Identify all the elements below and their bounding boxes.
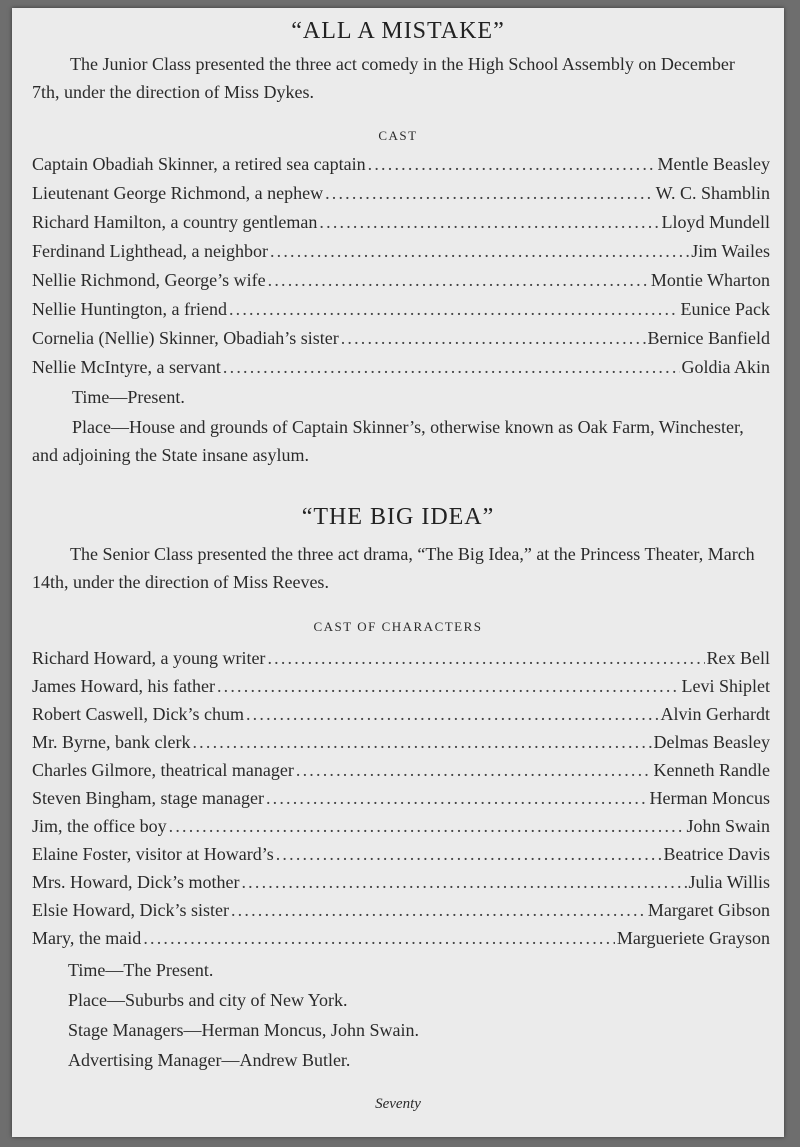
cast-role: Captain Obadiah Skinner, a retired sea captain	[32, 154, 366, 174]
leader-dots	[296, 760, 652, 781]
cast-actor: Delmas Beasley	[653, 732, 770, 752]
cast-actor: Kenneth Randle	[653, 760, 770, 780]
leader-dots	[217, 676, 680, 697]
cast-role: Charles Gilmore, theatrical manager	[32, 760, 294, 780]
cast-actor: W. C. Shamblin	[655, 183, 770, 203]
leader-dots	[223, 357, 680, 378]
cast-actor: Eunice Pack	[680, 299, 770, 319]
cast-role: Lieutenant George Richmond, a nephew	[32, 183, 324, 203]
play2-place: Place—Suburbs and city of New York.	[68, 990, 348, 1010]
cast-row	[32, 648, 770, 674]
cast-row	[32, 154, 770, 180]
play1-intro: The Junior Class presented the three act comedy in the High School Assembly on December 7th, under the direction of Miss Dykes.	[32, 54, 735, 102]
cast-row	[32, 844, 770, 870]
leader-dots	[231, 900, 646, 921]
leader-dots	[267, 648, 704, 669]
cast-actor: Julia Willis	[688, 872, 770, 892]
page-number: Seventy	[375, 1096, 421, 1112]
cast-row	[32, 183, 770, 209]
cast-actor: Rex Bell	[706, 648, 770, 668]
cast-actor: Beatrice Davis	[663, 844, 770, 864]
leader-dots	[319, 212, 659, 233]
leader-dots	[241, 872, 686, 893]
leader-dots	[325, 183, 654, 204]
cast-role: Elaine Foster, visitor at Howard’s	[32, 844, 274, 864]
cast-row	[32, 328, 770, 354]
cast-role: Ferdinand Lighthead, a neighbor	[32, 241, 268, 261]
cast-actor: Margaret Gibson	[647, 900, 770, 920]
cast-actor: Lloyd Mundell	[661, 212, 770, 232]
cast-row	[32, 788, 770, 814]
leader-dots	[192, 732, 651, 753]
leader-dots	[143, 928, 615, 949]
play2-time: Time—The Present.	[68, 960, 214, 980]
play1-cast-heading: CAST	[378, 128, 418, 143]
cast-role: Mary, the maid	[32, 928, 142, 948]
play1-time: Time—Present.	[72, 387, 185, 407]
cast-role: Mrs. Howard, Dick’s mother	[32, 872, 240, 892]
leader-dots	[246, 704, 659, 725]
cast-row	[32, 212, 770, 238]
cast-role: Nellie McIntyre, a servant	[32, 357, 221, 377]
cast-role: James Howard, his father	[32, 676, 215, 696]
cast-actor: Mentle Beasley	[657, 154, 770, 174]
cast-row	[32, 270, 770, 296]
cast-role: Cornelia (Nellie) Skinner, Obadiah’s sister	[32, 328, 339, 348]
cast-actor: Herman Moncus	[649, 788, 770, 808]
cast-role: Richard Hamilton, a country gentleman	[32, 212, 318, 232]
cast-row	[32, 732, 770, 758]
cast-actor: Levi Shiplet	[681, 676, 770, 696]
cast-actor: Bernice Banfield	[647, 328, 770, 348]
cast-role: Robert Caswell, Dick’s chum	[32, 704, 244, 724]
cast-row	[32, 704, 770, 730]
play2-advertising-manager: Advertising Manager—Andrew Butler.	[68, 1050, 351, 1070]
cast-row	[32, 241, 770, 267]
cast-role: Steven Bingham, stage manager	[32, 788, 264, 808]
leader-dots	[229, 299, 679, 320]
cast-row	[32, 928, 770, 954]
cast-row	[32, 299, 770, 325]
cast-role: Mr. Byrne, bank clerk	[32, 732, 191, 752]
leader-dots	[341, 328, 646, 349]
cast-row	[32, 760, 770, 786]
cast-actor: Alvin Gerhardt	[660, 704, 770, 724]
cast-row	[32, 816, 770, 842]
leader-dots	[276, 844, 662, 865]
cast-role: Richard Howard, a young writer	[32, 648, 266, 668]
leader-dots	[270, 241, 689, 262]
cast-row	[32, 872, 770, 898]
cast-actor: Jim Wailes	[691, 241, 770, 261]
yearbook-page	[12, 8, 784, 1137]
cast-row	[32, 357, 770, 383]
cast-actor: Margueriete Grayson	[616, 928, 770, 948]
play2-title: “THE BIG IDEA”	[301, 504, 495, 530]
leader-dots	[266, 788, 648, 809]
cast-actor: Montie Wharton	[650, 270, 770, 290]
cast-actor: Goldia Akin	[681, 357, 770, 377]
play2-stage-managers: Stage Managers—Herman Moncus, John Swain.	[68, 1020, 419, 1040]
cast-role: Jim, the office boy	[32, 816, 167, 836]
cast-role: Elsie Howard, Dick’s sister	[32, 900, 229, 920]
leader-dots	[268, 270, 649, 291]
play1-place: Place—House and grounds of Captain Skinner’s, otherwise known as Oak Farm, Winchester, and adjoining the State insane asylum.	[32, 417, 744, 465]
leader-dots	[368, 154, 656, 175]
cast-actor: John Swain	[686, 816, 770, 836]
play2-intro: The Senior Class presented the three act drama, “The Big Idea,” at the Princess Theater, March 14th, under the direction of Miss Reeves.	[32, 544, 755, 592]
cast-role: Nellie Richmond, George’s wife	[32, 270, 266, 290]
leader-dots	[169, 816, 685, 837]
cast-role: Nellie Huntington, a friend	[32, 299, 227, 319]
play1-title: “ALL A MISTAKE”	[291, 18, 505, 44]
cast-row	[32, 676, 770, 702]
play2-cast-heading: CAST OF CHARACTERS	[313, 619, 483, 634]
cast-row	[32, 900, 770, 926]
